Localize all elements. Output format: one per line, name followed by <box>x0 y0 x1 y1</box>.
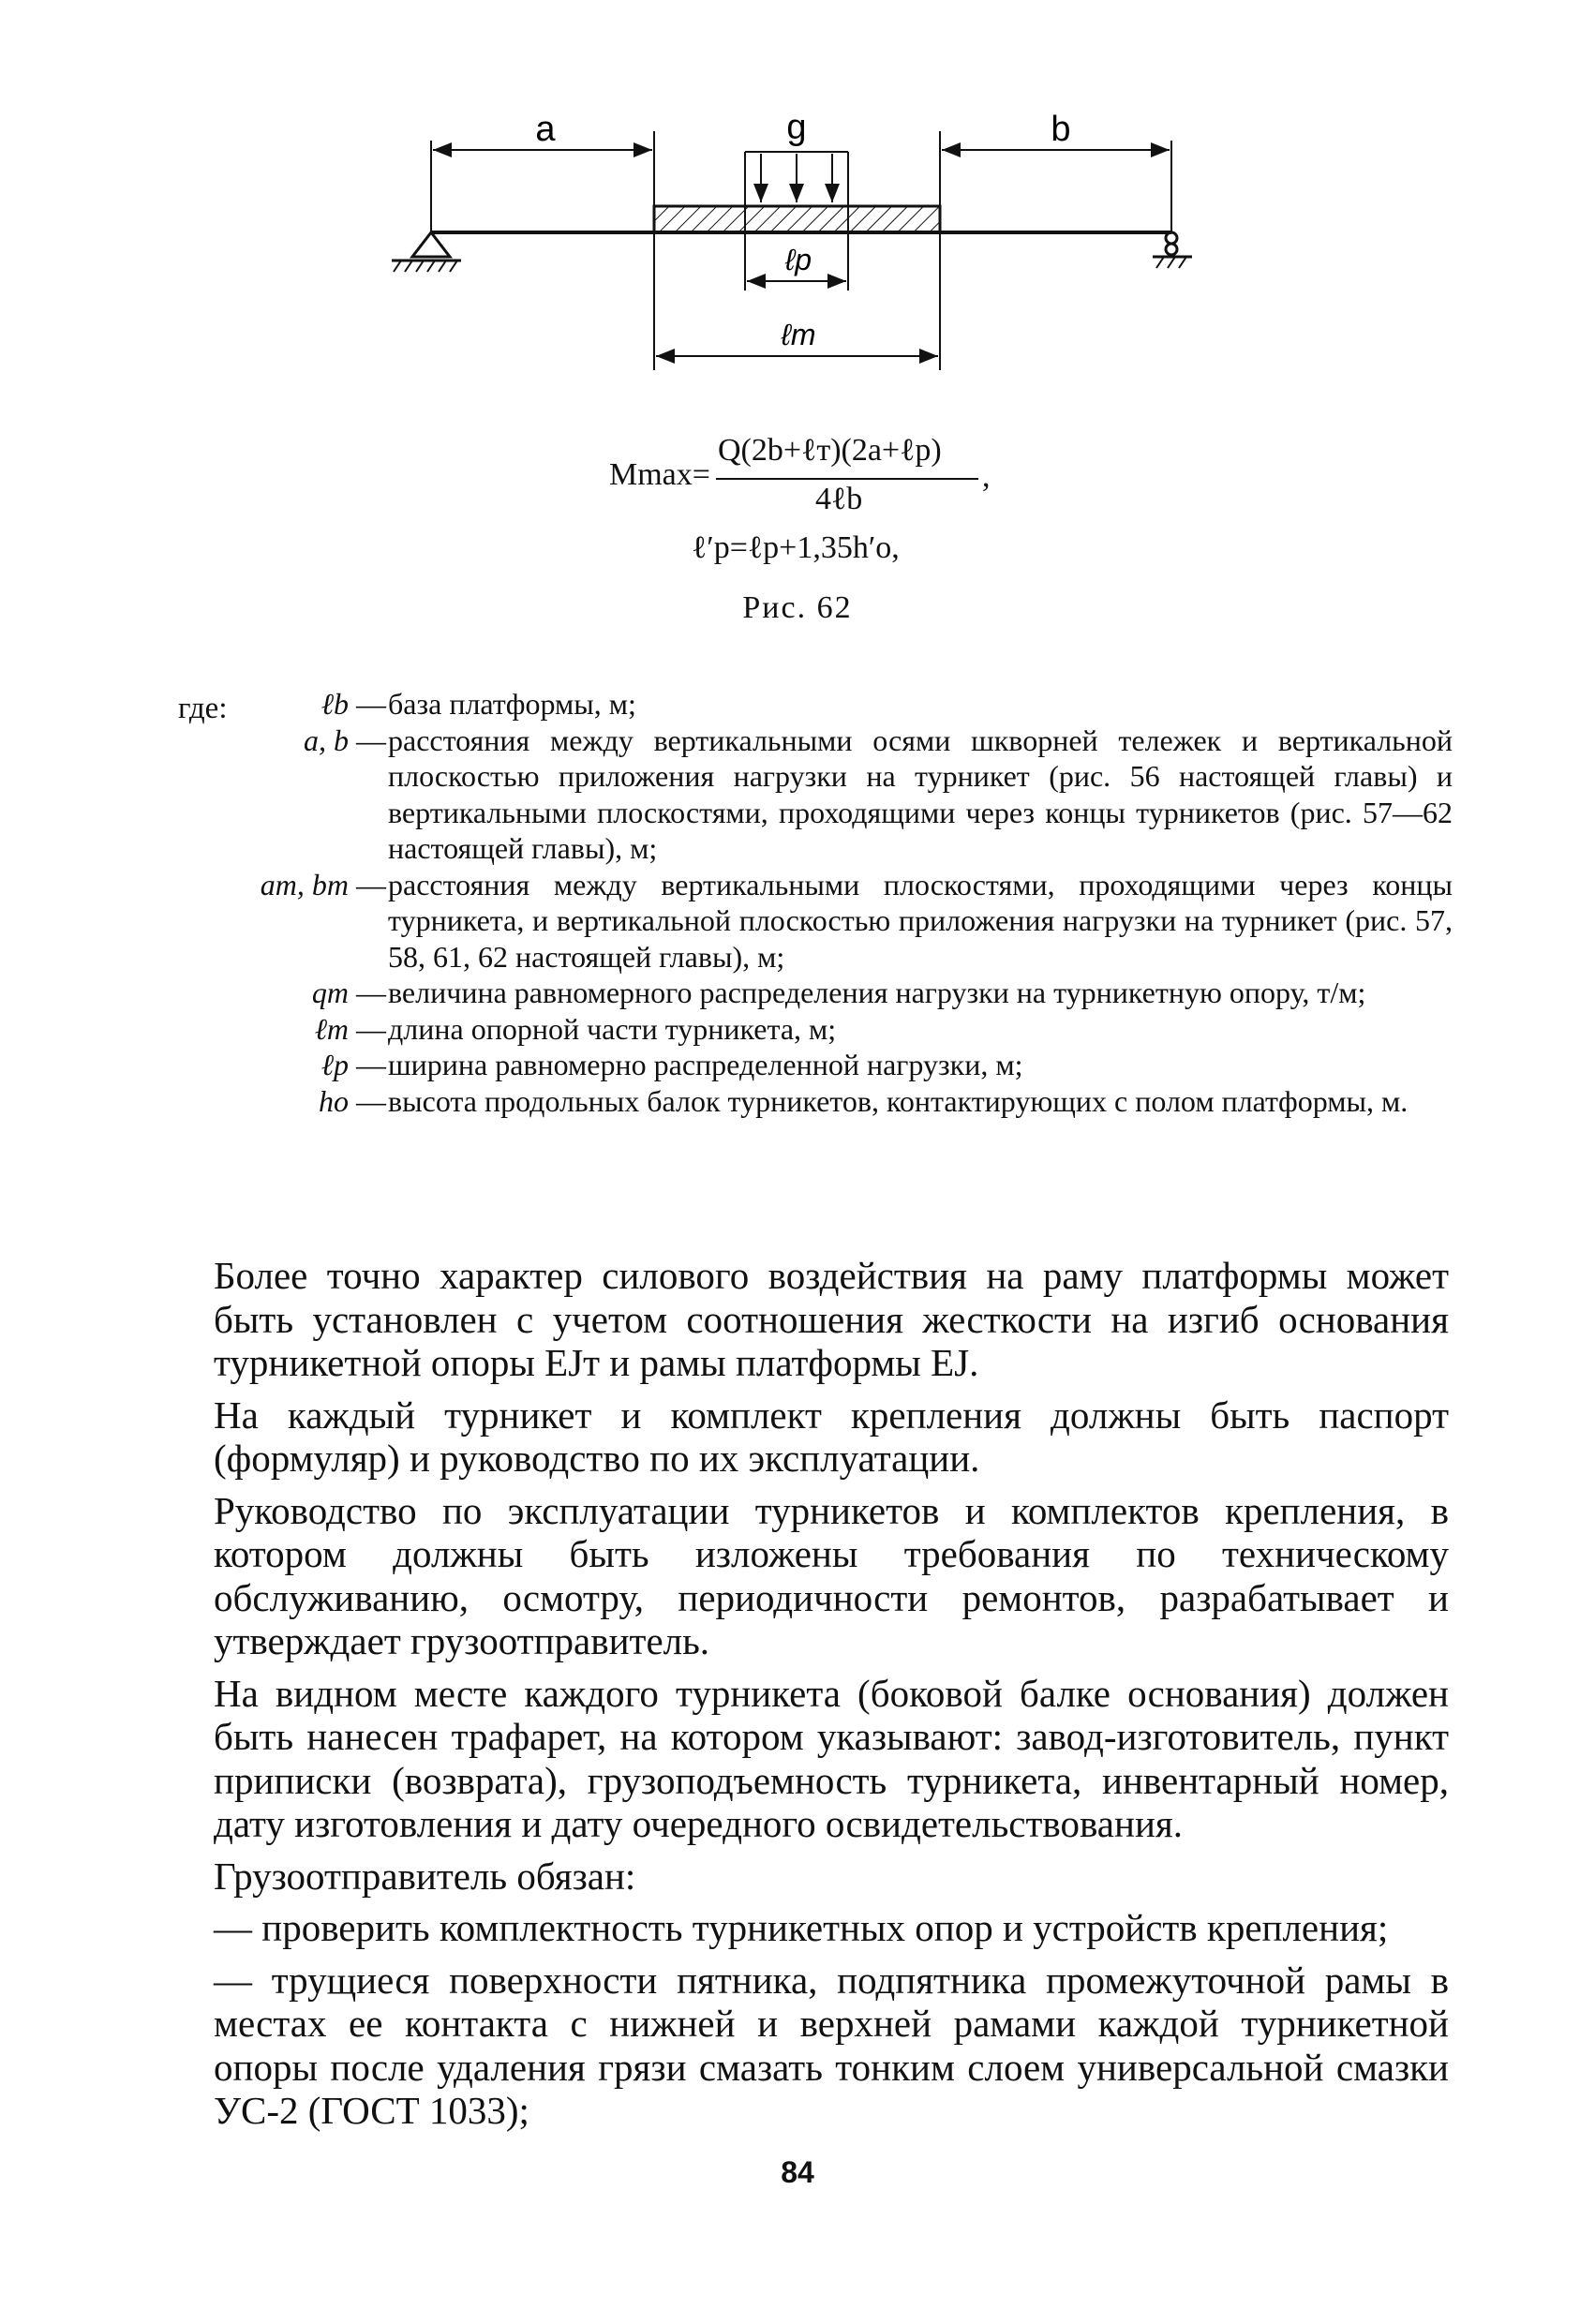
label-lp: ℓp <box>784 243 812 276</box>
definition-item: ℓp — ширина равномерно распределенной нагрузки, м; <box>320 1048 1023 1081</box>
page-number: 84 <box>781 2155 814 2189</box>
definition-item: ho — высота продольных балок турникетов, контактирующих с полом платформы, м. <box>319 1083 1409 1118</box>
label-g: g <box>786 108 807 147</box>
figure-caption: Рис. 62 <box>742 590 853 625</box>
formula-denominator: 4ℓb <box>815 482 863 516</box>
definition-item: ℓm — длина опорной части турникета, м; <box>314 1011 837 1046</box>
definition-item: qm — величина равномерного распределения нагрузки на турникетную опору, т/м; <box>311 976 1366 1009</box>
distributed-load <box>745 152 848 206</box>
turnstile-block <box>654 206 940 232</box>
paragraph: Руководство по эксплуатации турникетов и комплектов крепления, в котором должны быть изложены требования по техническому обслуживанию, осмотру, периодичности ремонтов, разрабатывает и утверждает грузоотправитель. <box>214 1488 1449 1662</box>
body-text <box>214 1254 1449 2133</box>
paragraph: — трущиеся поверхности пятника, подпятника промежуточной рамы в местах ее контакта с нижней и верхней рамами каждой турникетной опоры после удаления грязи смазать тонким слоем универсальной смазки УС-2 (ГОСТ 1033); <box>214 1958 1449 2132</box>
formula-comma: , <box>982 459 991 494</box>
left-support <box>392 232 461 272</box>
formula-mmax-lhs: Mmax= <box>609 457 710 492</box>
paragraph: На каждый турникет и комплект крепления должны быть паспорт (формуляр) и руководство по их эксплуатации. <box>214 1393 1449 1480</box>
formula-lp-prime: ℓ′p=ℓp+1,35h′o, <box>692 530 900 565</box>
definitions-list <box>244 686 1453 1119</box>
formula-numerator: Q(2b+ℓт)(2a+ℓp) <box>718 433 942 468</box>
paragraph: Грузоотправитель обязан: <box>214 1854 636 1898</box>
paragraph: — проверить комплектность турникетных опор и устройств крепления; <box>214 1906 1389 1949</box>
right-support <box>1153 232 1192 268</box>
fraction-bar <box>716 478 978 480</box>
label-lt: ℓт <box>781 318 816 351</box>
paragraph: Более точно характер силового воздействия на раму платформы может быть установлен с учетом соотношения жесткости на изгиб основания турникетной опоры EJт и рамы платформы EJ. <box>214 1254 1449 1384</box>
definition-item: am, bm — расстояния между вертикальными плоскостями, проходящими через концы турникета, и вертикальной плоскостью приложения нагрузки на турникет (рис. 57, 58, 61, 62 настоящей главы), м; <box>260 867 1453 974</box>
beam-diagram <box>0 0 1595 394</box>
label-b: b <box>1051 110 1071 149</box>
definition-item: ℓb — база платформы, м; <box>320 687 636 721</box>
paragraph: На видном месте каждого турникета (боковой балке основания) должен быть нанесен трафарет, на котором указывают: завод-изготовитель, пункт приписки (возврата), грузоподъемность турникета, инвентарный номер, дату изготовления и дату очередного освидетельствования. <box>214 1671 1449 1845</box>
label-a: a <box>535 110 556 149</box>
definition-item: a, b — расстояния между вертикальными осями шкворней тележек и вертикальной плоскостью приложения нагрузки на турникет (рис. 56 настоящей главы) и вертикальными плоскостями, проходящими через концы турникетов (рис. 57—62 настоящей главы), м; <box>304 723 1453 865</box>
where-label: где: <box>178 692 228 725</box>
